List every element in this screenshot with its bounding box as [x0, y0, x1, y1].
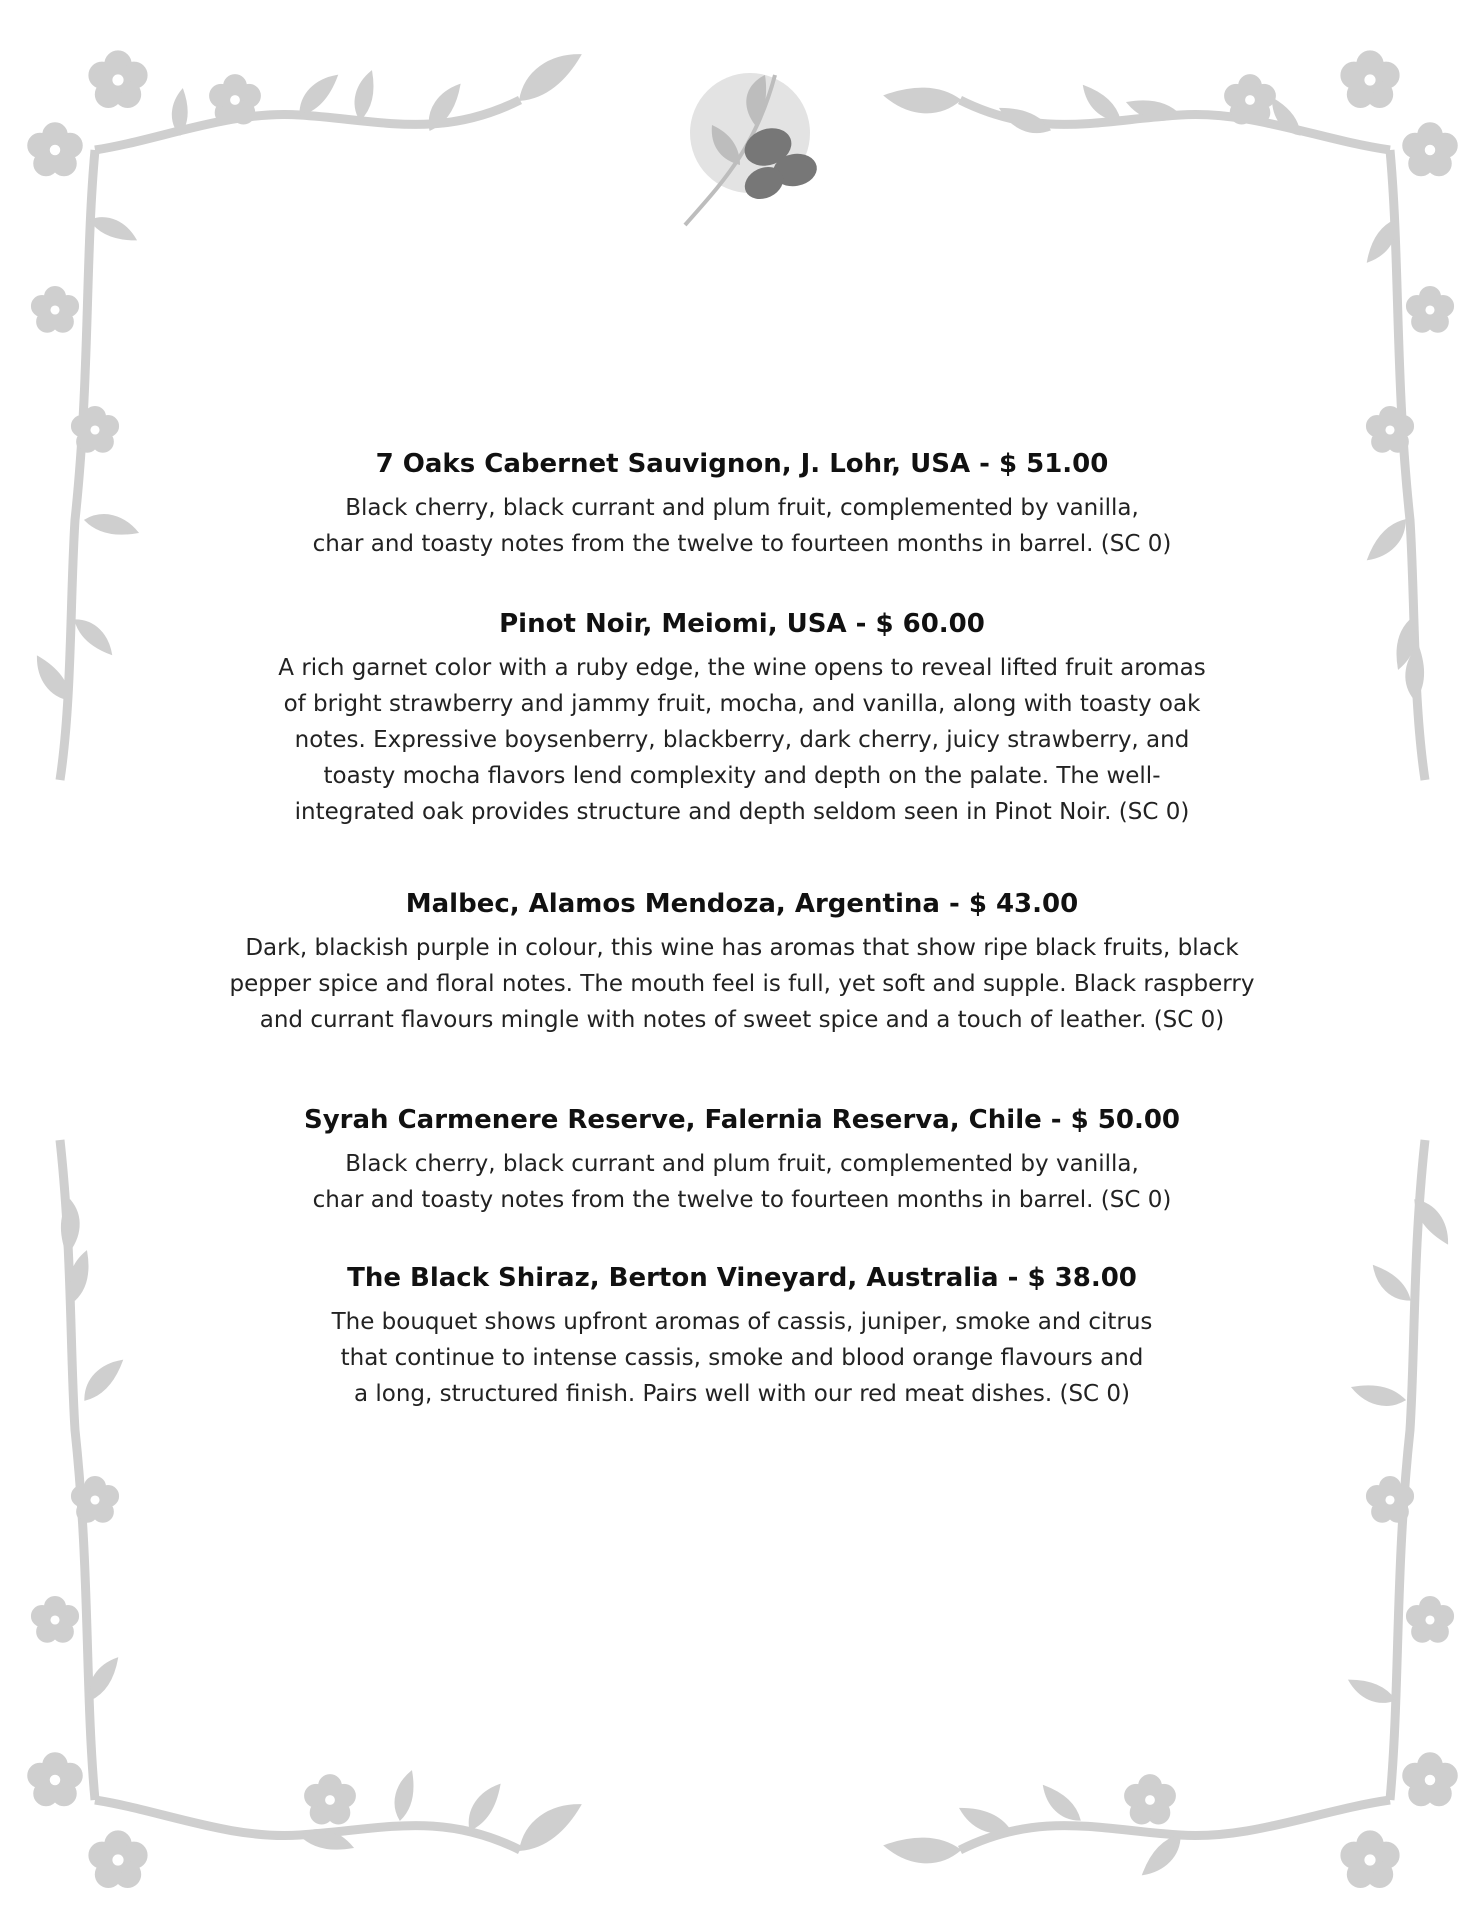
wine-description-line: that continue to intense cassis, smoke and blood orange flavours and [340, 1345, 1144, 1371]
wine-description-line: toasty mocha flavors lend complexity and depth on the palate. The well- [323, 763, 1161, 789]
wine-description-line: notes. Expressive boysenberry, blackberry, dark cherry, juicy strawberry, and [294, 727, 1190, 753]
wine-description-line: char and toasty notes from the twelve to fourteen months in barrel. (SC 0) [312, 1187, 1172, 1213]
wine-title: Pinot Noir, Meiomi, USA - $ 60.00 [499, 609, 985, 639]
wine-description-line: of bright strawberry and jammy fruit, mocha, and vanilla, along with toasty oak [283, 691, 1201, 717]
wine-description-line: The bouquet shows upfront aromas of cassis, juniper, smoke and citrus [331, 1309, 1153, 1335]
wine-title: Syrah Carmenere Reserve, Falernia Reserva, Chile - $ 50.00 [303, 1105, 1181, 1135]
wine-list [180, 444, 1304, 1412]
wine-item [180, 1100, 1304, 1218]
wine-description-line: integrated oak provides structure and depth seldom seen in Pinot Noir. (SC 0) [294, 799, 1190, 825]
wine-item [180, 444, 1304, 562]
wine-item [180, 1258, 1304, 1412]
wine-description-line: char and toasty notes from the twelve to fourteen months in barrel. (SC 0) [312, 531, 1172, 557]
wine-title: Malbec, Alamos Mendoza, Argentina - $ 43.00 [405, 889, 1079, 919]
wine-item [180, 604, 1304, 830]
wine-description-line: pepper spice and floral notes. The mouth feel is full, yet soft and supple. Black raspberry [229, 971, 1255, 997]
wine-item [180, 884, 1304, 1038]
wine-description-line: Black cherry, black currant and plum fruit, complemented by vanilla, [345, 1151, 1139, 1177]
wine-title: The Black Shiraz, Berton Vineyard, Australia - $ 38.00 [347, 1263, 1137, 1293]
wine-description-line: a long, structured finish. Pairs well with our red meat dishes. (SC 0) [353, 1381, 1131, 1407]
wine-description-line: A rich garnet color with a ruby edge, the wine opens to reveal lifted fruit aromas [278, 655, 1206, 681]
wine-description-line: Black cherry, black currant and plum fruit, complemented by vanilla, [345, 495, 1139, 521]
olive-branch-icon [660, 55, 840, 235]
wine-description-line: and currant flavours mingle with notes of sweet spice and a touch of leather. (SC 0) [259, 1007, 1225, 1033]
wine-description-line: Dark, blackish purple in colour, this wine has aromas that show ripe black fruits, black [245, 935, 1239, 961]
wine-title: 7 Oaks Cabernet Sauvignon, J. Lohr, USA - $ 51.00 [375, 449, 1109, 479]
